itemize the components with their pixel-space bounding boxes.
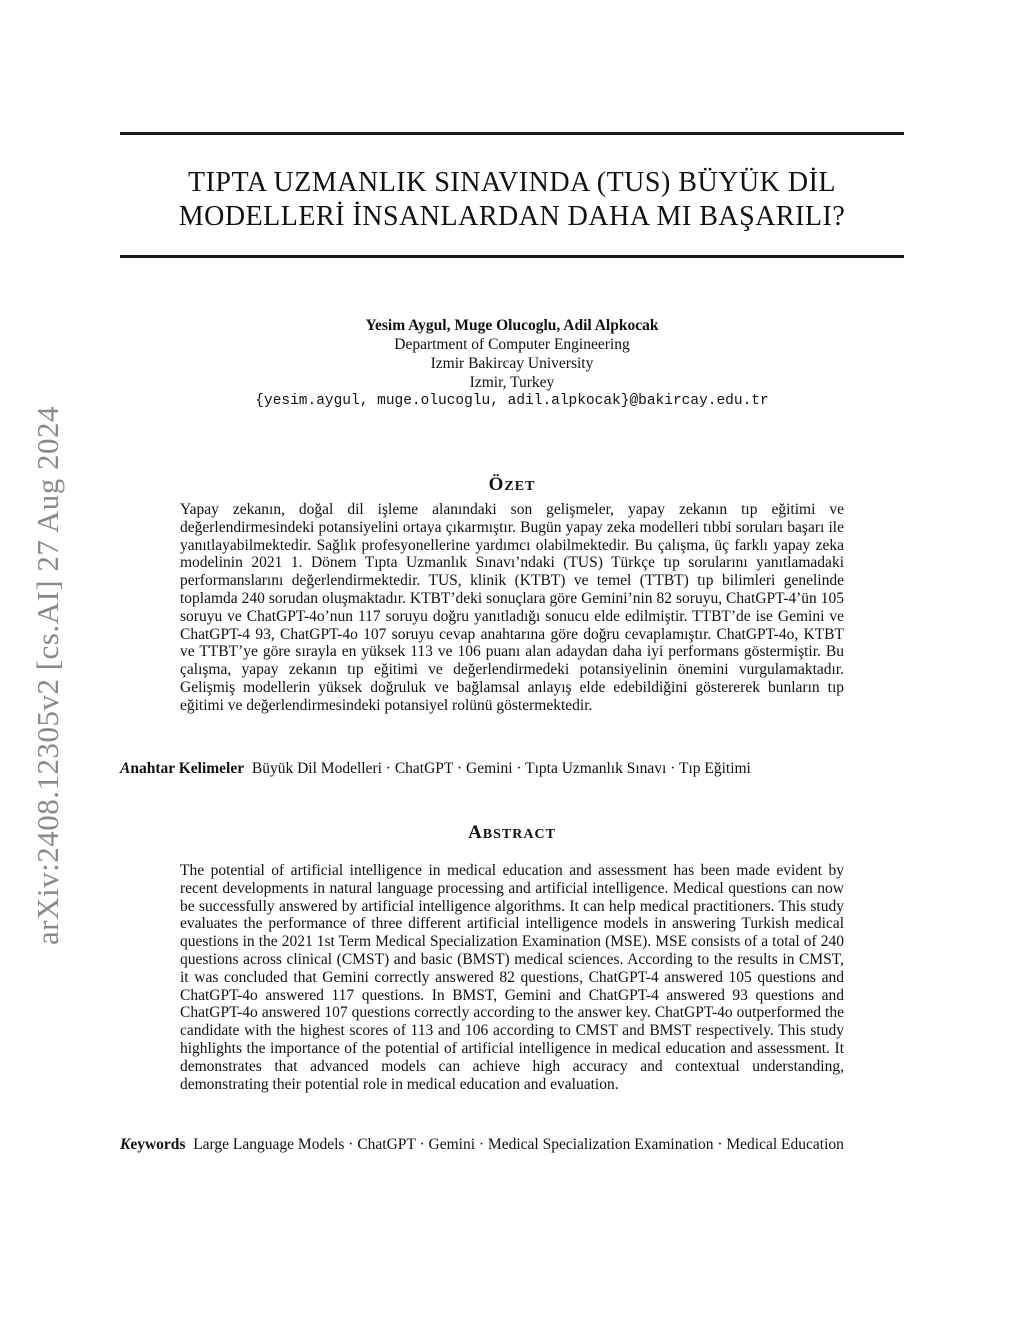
title-rule-top [120, 132, 904, 135]
abstract-text: The potential of artificial intelligence in medical education and assessment has been made evident by recent developments in natural language processing and artificial intelligence. Medical questions can now be successfully answered by artificial intelligence algorithms. It can help medical practitioners. This study evaluates the performance of three different artificial intelligence models in answering Turkish medical questions in the 2021 1st Term Medical Specialization Examination (MSE). MSE consists of a total of 240 questions across clinical (CMST) and basic (BMST) medical sciences. According to the results in CMST, it was concluded that Gemini correctly answered 82 questions, ChatGPT-4 answered 105 questions and ChatGPT-4o answered 117 questions. In BMST, Gemini and ChatGPT-4 answered 93 questions and ChatGPT-4o answered 107 questions correctly according to the answer key. ChatGPT-4o outperformed the candidate with the highest scores of 113 and 106 according to CMST and BMST respectively. This study highlights the importance of the potential of artificial intelligence in medical education and assessment. It demonstrates that advanced models can achieve high accuracy and contextual understanding, demonstrating their potential role in medical education and evaluation. [180, 862, 844, 1093]
ozet-heading [120, 474, 904, 496]
keywords-turkish-label-rest: nahtar Kelimeler [130, 760, 245, 777]
keywords-english [120, 1136, 920, 1154]
author-location: Izmir, Turkey [469, 374, 555, 391]
ozet-heading-rest: ZET [504, 479, 536, 494]
keywords-english-label-lead: K [120, 1136, 131, 1153]
keywords-english-label-rest: eywords [130, 1136, 186, 1153]
keywords-turkish-text: Büyük Dil Modelleri · ChatGPT · Gemini · Tıpta Uzmanlık Sınavı · Tıp Eğitimi [251, 760, 751, 777]
keywords-english-label [120, 1136, 185, 1153]
author-emails: {yesim.aygul, muge.olucoglu, adil.alpkocak}@bakircay.edu.tr [255, 393, 769, 409]
title-line-2: MODELLERİ İNSANLARDAN DAHA MI BAŞARILI? [178, 201, 846, 232]
keywords-turkish [120, 760, 920, 778]
keywords-turkish-label [120, 760, 244, 777]
arxiv-identifier: arXiv:2408.12305v2 [cs.AI] 27 Aug 2024 [30, 405, 65, 945]
ozet-text: Yapay zekanın, doğal dil işleme alanındaki son gelişmeler, yapay zekanın tıp eğitimi ve değerlendirmesindeki potansiyelini ortaya çıkarmıştır. Bugün yapay zeka modelleri tıbbi soruları başarı ile yanıtlayabilmektedir. Sağlık profesyonellerine yardımcı olabilmektedir. Bu çalışma, üç farklı yapay zeka modelinin 2021 1. Dönem Tıpta Uzmanlık Sınavı’ndaki (TUS) Türkçe tıp sorularını yanıtlamadaki performanslarını değerlendirmektedir. TUS, klinik (KTBT) ve temel (TTBT) tıp bilimleri genelinde toplamda 240 sorudan oluşmaktadır. KTBT’deki sonuçlara göre Gemini’nin 82 soruyu, ChatGPT-4’ün 105 soruyu ve ChatGPT-4o’nun 117 soruyu doğru yanıtladığı sonucu elde edilmiştir. TTBT’de ise Gemini ve ChatGPT-4 93, ChatGPT-4o 107 soruyu cevap anahtarına göre doğru cevaplamıştır. ChatGPT-4o, KTBT ve TTBT’ye göre sırayla en yüksek 113 ve 106 puanı alan adaydan daha iyi performans göstermiştir. Bu çalışma, yapay zekanın tıp eğitimi ve değerlendirmedeki potansiyelinin önemini vurgulamaktadır. Gelişmiş modellerin yüksek doğruluk ve bağlamsal anlayış elde edebildiğini göstererek bunların tıp eğitimi ve değerlendirmesindeki potansiyel rolünü göstermektedir. [180, 501, 844, 714]
title-line-1: TIPTA UZMANLIK SINAVINDA (TUS) BÜYÜK DİL [188, 167, 836, 198]
abstract-heading-rest: BSTRACT [482, 827, 556, 842]
keywords-english-text: Large Language Models · ChatGPT · Gemini · Medical Specialization Examination · Medical Education [193, 1136, 844, 1153]
author-names: Yesim Aygul, Muge Olucoglu, Adil Alpkocak [365, 317, 659, 334]
author-university: Izmir Bakircay University [430, 355, 594, 372]
abstract-heading [120, 822, 904, 844]
paper-title [120, 166, 904, 234]
abstract-heading-first: A [468, 822, 483, 843]
ozet-heading-first: Ö [488, 474, 505, 495]
keywords-turkish-label-lead: A [120, 760, 131, 777]
author-block [120, 316, 904, 411]
title-rule-bottom [120, 255, 904, 258]
author-department: Department of Computer Engineering [394, 336, 630, 353]
